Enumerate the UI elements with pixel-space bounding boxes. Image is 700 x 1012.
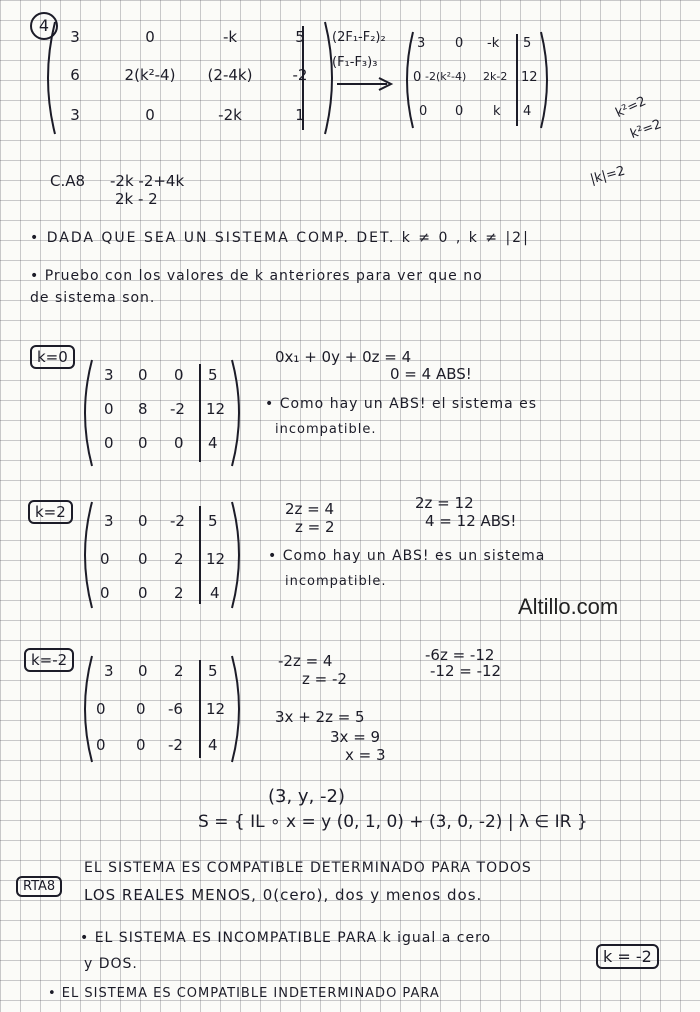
- answer-line-2: LOS REALES MENOS, 0(cero), dos y menos dos.: [84, 886, 483, 904]
- km2-cell: 0: [136, 736, 146, 754]
- reduced-cell: 5: [523, 36, 532, 51]
- km2-cell: 0: [138, 662, 148, 680]
- row-op-2: (F₁-F₃)₃: [332, 55, 378, 70]
- reduced-cell: 3: [417, 36, 426, 51]
- km2-cell: -2: [168, 736, 183, 754]
- k2-comment-2: incompatible.: [285, 574, 387, 589]
- km2-tuple: (3, y, -2): [268, 786, 345, 807]
- bullet-2: • Pruebo con los valores de k anteriores para ver que no: [30, 268, 483, 284]
- k2-cell: 12: [206, 550, 226, 568]
- km2-solution: S = { IL ∘ x = y (0, 1, 0) + (3, 0, -2) | λ ∈ IR }: [198, 812, 588, 832]
- km2-eq-2: z = -2: [302, 670, 347, 688]
- case-k0-label: k=0: [30, 345, 75, 369]
- initial-cell: 1: [295, 106, 305, 124]
- arrow-icon: [335, 76, 395, 92]
- initial-matrix: [45, 18, 335, 138]
- k2-cell: 4: [210, 584, 220, 602]
- problem-number: 4: [30, 12, 58, 40]
- km2-eq-5: 3x + 2z = 5: [275, 708, 365, 726]
- answer-line-5: • EL SISTEMA ES COMPATIBLE INDETERMINADO PARA: [48, 986, 440, 1001]
- reduced-cell: k: [493, 104, 501, 119]
- km2-cell: 5: [208, 662, 218, 680]
- initial-cell: 3: [70, 106, 80, 124]
- km2-eq-3: -6z = -12: [425, 646, 495, 664]
- answer-line-4: y DOS.: [84, 956, 138, 972]
- answer-line-1: EL SISTEMA ES COMPATIBLE DETERMINADO PARA TODOS: [84, 860, 532, 876]
- km2-eq-4: -12 = -12: [430, 662, 502, 680]
- reduced-cell: 4: [523, 104, 532, 119]
- k0-cell: 0: [174, 366, 184, 384]
- km2-cell: 2: [174, 662, 184, 680]
- k2-cell: -2: [170, 512, 185, 530]
- k0-cell: 12: [206, 400, 226, 418]
- k0-eq-2: 0 = 4 ABS!: [390, 365, 472, 383]
- side-note: k²=2: [613, 93, 649, 122]
- initial-cell: -2: [292, 66, 308, 84]
- ca-line-2: 2k - 2: [115, 190, 158, 208]
- side-note: k²=2: [628, 116, 664, 143]
- k2-cell: 0: [138, 550, 148, 568]
- initial-cell: -2k: [218, 106, 242, 124]
- k0-eq-1: 0x₁ + 0y + 0z = 4: [275, 348, 412, 366]
- km2-cell: 3: [104, 662, 114, 680]
- case-km2-matrix: [82, 654, 242, 764]
- km2-cell: 12: [206, 700, 226, 718]
- ca-label: C.A8: [50, 172, 86, 190]
- km2-eq-6: 3x = 9: [330, 728, 381, 746]
- k0-cell: 0: [138, 434, 148, 452]
- km2-cell: 0: [96, 700, 106, 718]
- k2-cell: 0: [100, 550, 110, 568]
- k0-cell: -2: [170, 400, 185, 418]
- case-k2-label: k=2: [28, 500, 73, 524]
- km2-eq-7: x = 3: [345, 746, 386, 764]
- k2-cell: 0: [138, 512, 148, 530]
- k0-cell: 5: [208, 366, 218, 384]
- k0-cell: 8: [138, 400, 148, 418]
- reduced-cell: 2k-2: [483, 70, 508, 83]
- case-k0-matrix: [82, 358, 242, 468]
- k2-eq-4: 4 = 12 ABS!: [425, 512, 517, 530]
- k0-cell: 0: [104, 434, 114, 452]
- reduced-cell: 0: [419, 104, 428, 119]
- reduced-cell: 12: [521, 70, 538, 85]
- bullet-2-cont: de sistema son.: [30, 290, 156, 306]
- reduced-cell: 0: [455, 104, 464, 119]
- k0-cell: 3: [104, 366, 114, 384]
- initial-cell: (2-4k): [207, 66, 253, 84]
- initial-cell: 0: [145, 28, 155, 46]
- k0-cell: 0: [174, 434, 184, 452]
- k2-cell: 2: [174, 550, 184, 568]
- reduced-matrix: [405, 30, 550, 130]
- k2-comment-1: • Como hay un ABS! es un sistema: [268, 548, 546, 564]
- reduced-cell: 0: [455, 36, 464, 51]
- k2-eq-3: 2z = 12: [415, 494, 474, 512]
- k2-eq-1: 2z = 4: [285, 500, 335, 518]
- km2-cell: -6: [168, 700, 183, 718]
- initial-cell: 0: [145, 106, 155, 124]
- k2-cell: 0: [100, 584, 110, 602]
- reduced-cell: -2(k²-4): [425, 70, 467, 83]
- k0-cell: 4: [208, 434, 218, 452]
- reduced-cell: 0: [413, 70, 422, 85]
- k0-cell: 0: [104, 400, 114, 418]
- k0-comment-1: • Como hay un ABS! el sistema es: [265, 396, 538, 412]
- initial-cell: 5: [295, 28, 305, 46]
- k2-cell: 2: [174, 584, 184, 602]
- case-km2-label: k=-2: [24, 648, 74, 672]
- ca-line-1: -2k -2+4k: [110, 172, 185, 190]
- k2-cell: 3: [104, 512, 114, 530]
- watermark: Altillo.com: [518, 594, 619, 619]
- k2-cell: 5: [208, 512, 218, 530]
- k2-eq-2: z = 2: [295, 518, 335, 536]
- k0-comment-2: incompatible.: [275, 422, 377, 437]
- initial-cell: 2(k²-4): [124, 66, 176, 84]
- reduced-cell: -k: [487, 36, 500, 51]
- km2-cell: 0: [136, 700, 146, 718]
- answer-box: k = -2: [596, 944, 659, 969]
- k0-cell: 0: [138, 366, 148, 384]
- km2-cell: 4: [208, 736, 218, 754]
- initial-cell: 3: [70, 28, 80, 46]
- initial-cell: 6: [70, 66, 80, 84]
- answer-label: RTA8: [16, 876, 62, 897]
- side-note: |k|=2: [588, 163, 627, 188]
- initial-cell: -k: [222, 28, 238, 46]
- k2-cell: 0: [138, 584, 148, 602]
- answer-line-3: • EL SISTEMA ES INCOMPATIBLE PARA k igual a cero: [80, 930, 492, 946]
- case-k2-matrix: [82, 500, 242, 610]
- row-op-1: (2F₁-F₂)₂: [332, 30, 386, 45]
- km2-eq-1: -2z = 4: [278, 652, 333, 670]
- km2-cell: 0: [96, 736, 106, 754]
- bullet-1: • DADA QUE SEA UN SISTEMA COMP. DET. k ≠ 0 , k ≠ |2|: [30, 230, 530, 246]
